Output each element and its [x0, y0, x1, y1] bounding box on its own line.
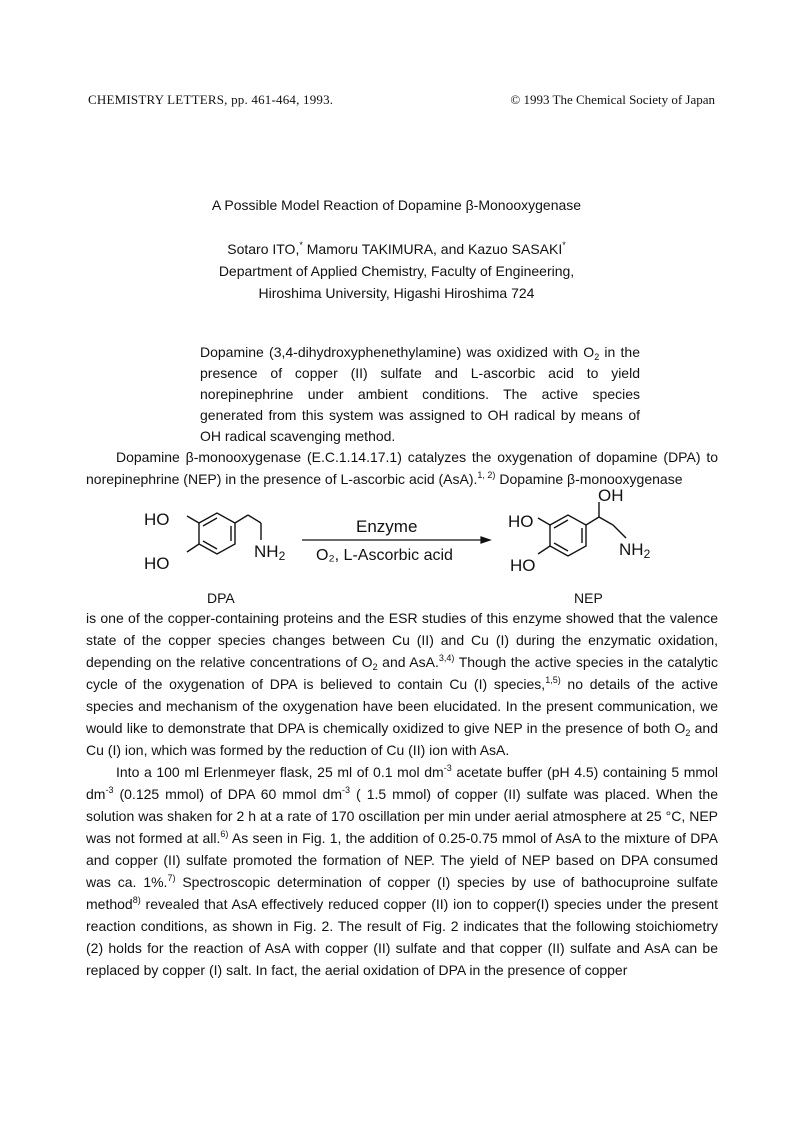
abstract — [200, 342, 640, 447]
paragraph-copper — [86, 607, 718, 761]
text-run: is one of the copper-containing proteins and the ESR studies of this enzyme showed that the valence state of the copper species changes between Cu (II) and Cu (I) during the enzymatic oxidation, depending on the relative concentrations of O — [86, 610, 718, 670]
conditions-label: O₂, L-Ascorbic acid — [316, 547, 453, 564]
ho-label: HO — [510, 556, 536, 575]
text-run: Dopamine β-monooxygenase — [495, 471, 683, 487]
subscript: 2 — [685, 728, 691, 738]
ho-label: HO — [144, 554, 170, 573]
paragraph-text — [86, 761, 718, 981]
superscript: -3 — [342, 785, 351, 795]
reaction-arrow — [302, 537, 490, 543]
amine-label — [254, 542, 285, 562]
page-header — [88, 92, 715, 112]
abstract-text — [200, 342, 640, 447]
author-names — [0, 238, 793, 260]
subscript: 2 — [278, 549, 286, 563]
text-run: (0.125 mmol) of DPA 60 mmol dm — [113, 786, 342, 802]
author-ito: Sotaro ITO, — [227, 241, 300, 257]
paragraph-text — [86, 607, 718, 761]
text-run: Spectroscopic determination of copper (I) species by use of bathocuproine sulfate method — [86, 874, 718, 912]
text-run: Dopamine β-monooxygenase (E.C.1.14.17.1) catalyzes the oxygenation of dopamine (DPA) to norepinephrine (NEP) in the presence of L-ascorbic acid (AsA). — [86, 449, 718, 487]
affiliation-dept: Department of Applied Chemistry, Faculty of Engineering, — [218, 263, 575, 279]
reference-mark: 7) — [167, 873, 176, 883]
author-others: Mamoru TAKIMURA, and Kazuo SASAKI — [302, 241, 563, 257]
reaction-scheme — [86, 482, 718, 612]
corresponding-mark: * — [299, 240, 303, 250]
nep-structure — [538, 502, 626, 556]
reference-mark: 6) — [220, 829, 229, 839]
text-run: Though the active species in the catalytic cycle of the oxygenation of DPA is believed to contain Cu (I) species, — [86, 654, 718, 692]
superscript: -3 — [105, 785, 114, 795]
amine-label — [619, 540, 650, 560]
copyright-notice: © 1993 The Chemical Society of Japan — [510, 92, 715, 107]
reference-mark: 3,4) — [438, 653, 455, 663]
text-run: revealed that AsA effectively reduced copper (II) ion to copper(I) species under the present reaction conditions, as shown in Fig. 2. The result of Fig. 2 indicates that the following stoichiometry (2) holds for the reaction of AsA with copper (II) sulfate and that copper (II) sulfate and AsA can be replaced by copper (I) salt. In fact, the aerial oxidation of DPA in the presence of copper — [86, 896, 718, 978]
text-run: As seen in Fig. 1, the addition of 0.25-0.75 mmol of AsA to the mixture of DPA and copper (II) sulfate promoted the formation of NEP. The yield of NEP based on DPA consumed was ca. 1%. — [86, 830, 718, 890]
dpa-caption: DPA — [207, 590, 235, 606]
amine-text: NH — [254, 542, 279, 561]
amine-text: NH — [619, 540, 644, 559]
text-run: and Cu (I) ion, which was formed by the reduction of Cu (II) ion with AsA. — [86, 720, 719, 758]
paper-title: A Possible Model Reaction of Dopamine β-Monooxygenase — [211, 197, 582, 213]
abstract-part: Dopamine (3,4-dihydroxyphenethylamine) was oxidized with O — [200, 344, 595, 360]
subscript: 2 — [643, 547, 651, 561]
subscript: 2 — [372, 662, 378, 672]
text-run: acetate buffer (pH 4.5) containing 5 mmol dm — [86, 764, 718, 802]
text-run: Into a 100 ml Erlenmeyer flask, 25 ml of 0.1 mol dm — [116, 764, 444, 780]
ho-label: HO — [144, 510, 170, 529]
paragraph-experiment — [86, 761, 718, 981]
affiliation-univ: Hiroshima University, Higashi Hiroshima 724 — [258, 285, 535, 301]
superscript: -3 — [443, 763, 452, 773]
corresponding-mark: * — [562, 240, 566, 250]
ho-label: HO — [508, 512, 534, 531]
author-block — [0, 238, 793, 304]
text-run: no details of the active species and mechanism of the oxygenation have been elucidated. In the present communication, we would like to demonstrate that DPA is chemically oxidized to give NEP in the presence of both O — [86, 676, 718, 736]
enzyme-label: Enzyme — [356, 517, 418, 536]
journal-citation: CHEMISTRY LETTERS, pp. 461-464, 1993. — [88, 92, 334, 107]
reference-mark: 8) — [132, 895, 141, 905]
reference-mark: 1,5) — [545, 675, 561, 685]
reference-mark: 1, 2) — [477, 470, 496, 480]
nep-caption: NEP — [574, 590, 603, 606]
hydroxyl-label: OH — [598, 486, 624, 505]
subscript: 2 — [594, 352, 600, 362]
text-run: ( 1.5 mmol) of copper (II) sulfate was placed. When the solution was shaken for 2 h at a rate of 170 oscillation per min under aerial atmosphere at 25 °C, NEP was not formed at all. — [86, 786, 719, 846]
text-run: and AsA. — [377, 654, 439, 670]
dpa-structure — [187, 513, 261, 554]
abstract-part: in the presence of copper (II) sulfate and L-ascorbic acid to yield norepinephrine under ambient conditions. The active species generated from this system was assigned to OH radical by means of OH radical scavenging method. — [200, 344, 641, 444]
